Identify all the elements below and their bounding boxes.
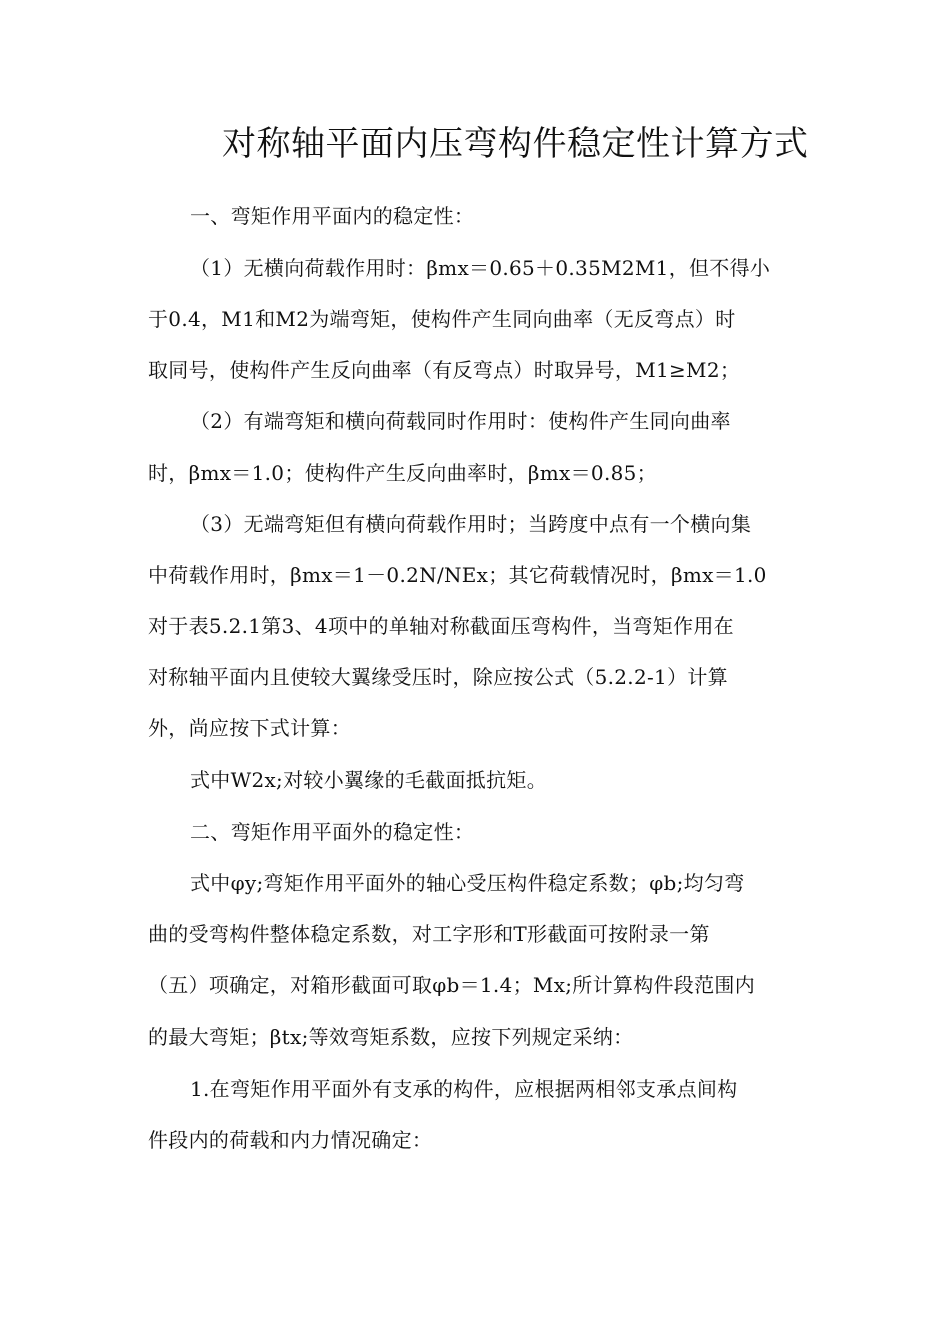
paragraph-line: 外，尚应按下式计算：	[148, 716, 351, 740]
paragraph-line: 1.在弯矩作用平面外有支承的构件，应根据两相邻支承点间构	[190, 1077, 738, 1101]
paragraph-line: （五）项确定，对箱形截面可取φb＝1.4；Mx;所计算构件段范围内	[148, 973, 756, 997]
paragraph-line: 中荷载作用时，βmx＝1－0.2N/NEx；其它荷载情况时，βmx＝1.0	[148, 563, 767, 587]
paragraph-line: （3）无端弯矩但有横向荷载作用时；当跨度中点有一个横向集	[190, 512, 752, 536]
paragraph-line: 曲的受弯构件整体稳定系数，对工字形和T形截面可按附录一第	[148, 922, 710, 946]
paragraph-line: 二、弯矩作用平面外的稳定性：	[190, 820, 475, 844]
paragraph-line: 对称轴平面内且使较大翼缘受压时，除应按公式（5.2.2-1）计算	[148, 665, 728, 689]
paragraph-line: （1）无横向荷载作用时：βmx＝0.65＋0.35M2M1，但不得小	[190, 256, 771, 280]
paragraph-line: 对于表5.2.1第3、4项中的单轴对称截面压弯构件，当弯矩作用在	[148, 614, 734, 638]
paragraph-line: 时，βmx＝1.0；使构件产生反向曲率时，βmx＝0.85；	[148, 461, 657, 485]
paragraph-line: 一、弯矩作用平面内的稳定性：	[190, 204, 475, 228]
paragraph-line: 取同号，使构件产生反向曲率（有反弯点）时取异号，M1≥M2；	[148, 358, 741, 382]
paragraph-line: 式中W2x;对较小翼缘的毛截面抵抗矩。	[190, 768, 547, 792]
paragraph-line: 的最大弯矩；βtx;等效弯矩系数，应按下列规定采纳：	[148, 1025, 634, 1049]
document-title: 对称轴平面内压弯构件稳定性计算方式	[222, 124, 809, 164]
paragraph-line: 于0.4，M1和M2为端弯矩，使构件产生同向曲率（无反弯点）时	[148, 307, 736, 331]
paragraph-line: （2）有端弯矩和横向荷载同时作用时：使构件产生同向曲率	[190, 409, 731, 433]
paragraph-line: 式中φy;弯矩作用平面外的轴心受压构件稳定系数；φb;均匀弯	[190, 871, 745, 895]
paragraph-line: 件段内的荷载和内力情况确定：	[148, 1128, 433, 1152]
